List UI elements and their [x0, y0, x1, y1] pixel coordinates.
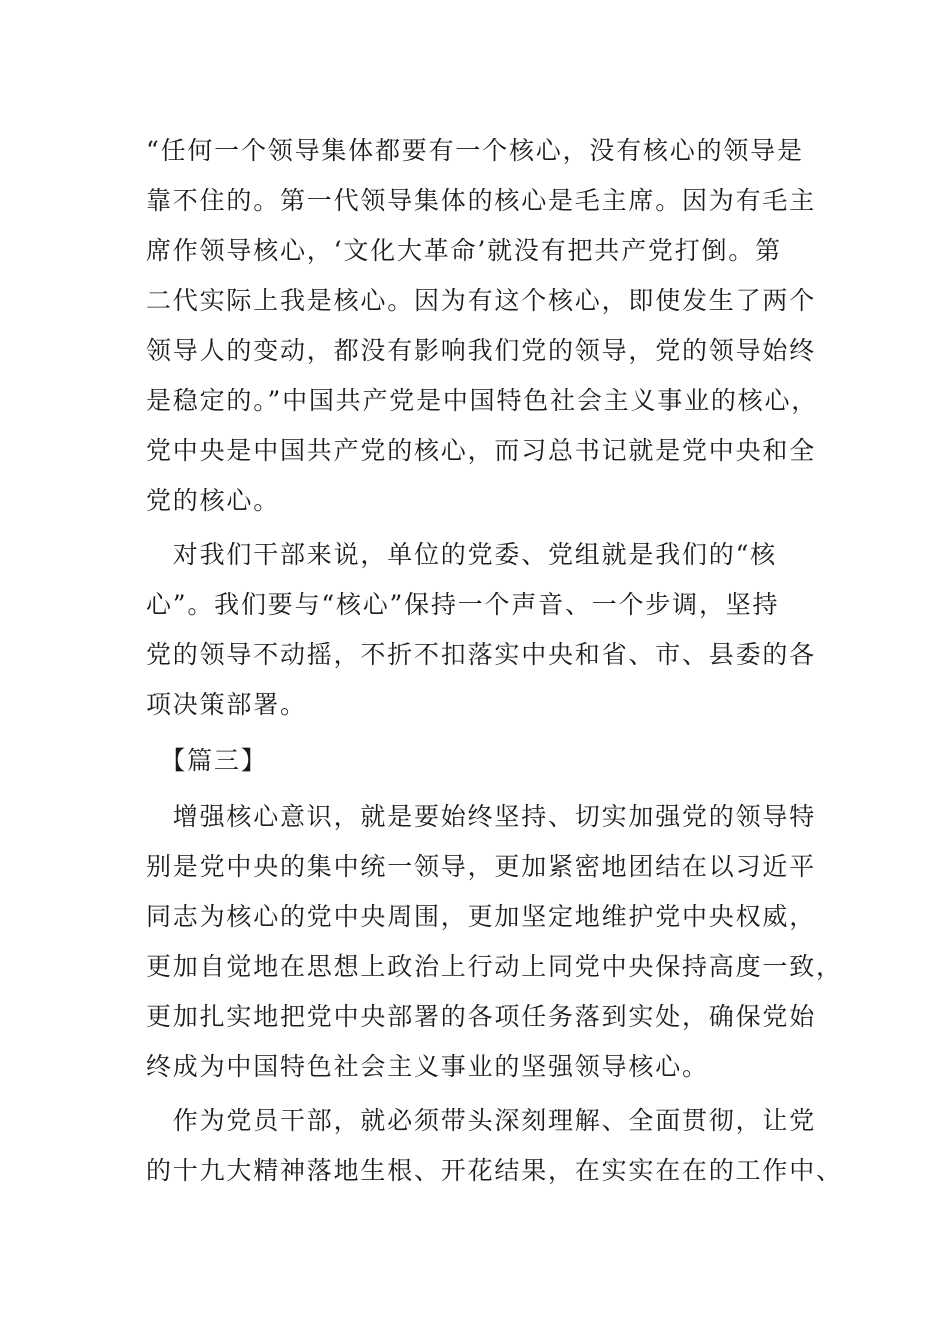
text-line: 对我们干部来说，单位的党委、党组就是我们的“核	[146, 540, 777, 569]
text-line: 终成为中国特色社会主义事业的坚强领导核心。	[146, 1052, 709, 1081]
paragraph-quote	[146, 126, 819, 526]
text-line: 心”。我们要与“核心”保持一个声音、一个步调，坚持	[146, 590, 780, 619]
paragraph-cadres	[146, 530, 817, 730]
text-line: 党中央是中国共产党的核心，而习总书记就是党中央和全	[146, 436, 817, 465]
text-line: 党的领导不动摇，不折不扣落实中央和省、市、县委的各	[146, 640, 817, 669]
text-line: 党的核心。	[146, 486, 281, 515]
text-line: “任何一个领导集体都要有一个核心，没有核心的领导是	[146, 136, 804, 165]
text-line: 靠不住的。第一代领导集体的核心是毛主席。因为有毛主	[146, 186, 817, 215]
text-line: 更加自觉地在思想上政治上行动上同党中央保持高度一致，	[146, 952, 843, 981]
text-line: 项决策部署。	[146, 690, 307, 719]
text-line: 二代实际上我是核心。因为有这个核心，即使发生了两个	[146, 286, 817, 315]
text-line: 领导人的变动，都没有影响我们党的领导，党的领导始终	[146, 336, 817, 365]
text-line: 同志为核心的党中央周围，更加坚定地维护党中央权威，	[146, 902, 817, 931]
paragraph-core-awareness	[146, 792, 843, 1092]
text-line: 是稳定的。”中国共产党是中国特色社会主义事业的核心，	[146, 386, 819, 415]
text-line: 增强核心意识，就是要始终坚持、切实加强党的领导特	[146, 802, 817, 831]
text-line: 作为党员干部，就必须带头深刻理解、全面贯彻，让党	[146, 1106, 817, 1135]
text-line: 席作领导核心，‘文化大革命’就没有把共产党打倒。第	[146, 236, 782, 265]
text-line: 的十九大精神落地生根、开花结果，在实实在在的工作中、	[146, 1156, 843, 1185]
section-heading: 【篇三】	[146, 746, 268, 775]
text-line: 别是党中央的集中统一领导，更加紧密地团结在以习近平	[146, 852, 817, 881]
paragraph-party-members	[146, 1096, 843, 1196]
text-line: 更加扎实地把党中央部署的各项任务落到实处，确保党始	[146, 1002, 817, 1031]
